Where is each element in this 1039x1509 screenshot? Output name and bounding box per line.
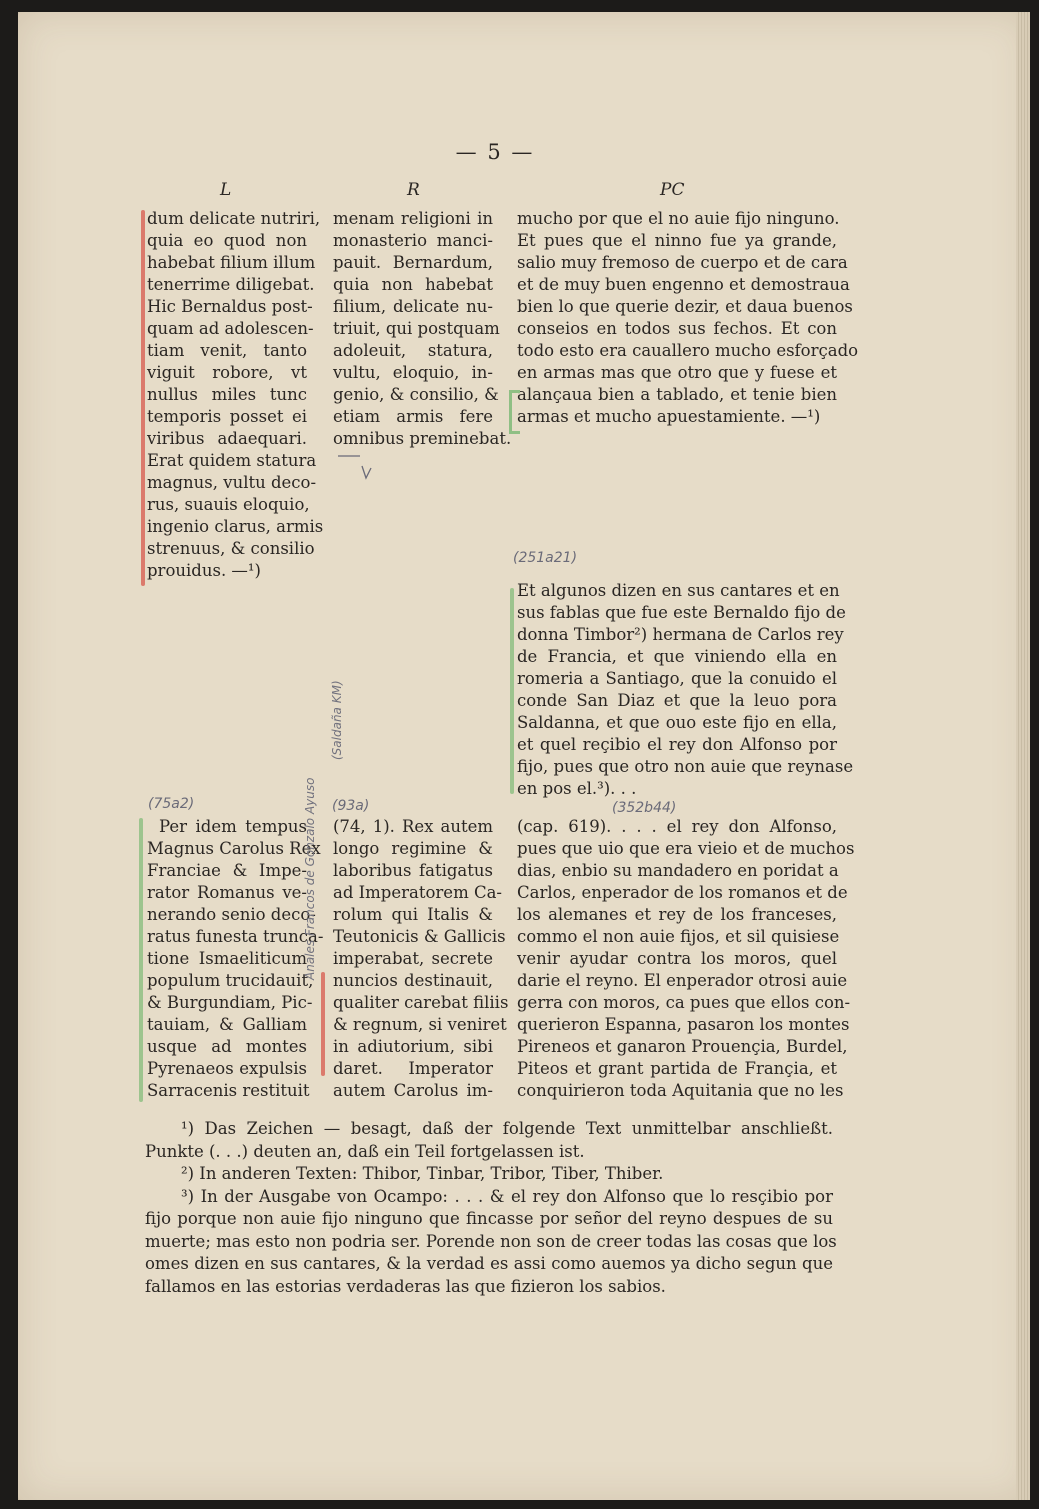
footnotes <box>145 1118 837 1298</box>
text-line: menam religioni in <box>333 209 493 228</box>
text-line: triuit, qui postquam <box>333 319 500 338</box>
column-PC-block1 <box>517 208 859 428</box>
text-line: gerra con moros, ca pues que ellos con- <box>517 993 851 1012</box>
column-L-block1 <box>147 208 324 582</box>
text-line: prouidus. —¹) <box>147 561 261 580</box>
text-line: adoleuit, statura, <box>333 341 493 360</box>
text-line: dum delicate nutriri, <box>147 209 321 228</box>
text-line: rator Romanus ve- <box>147 883 307 902</box>
text-line: todo esto era cauallero mucho esforçado <box>517 341 859 360</box>
text-line: Franciae & Impe- <box>147 861 307 880</box>
text-line: en armas mas que otro que y fuese et <box>517 363 837 382</box>
footnote-line: fijo porque non auie fijo ninguno que fincasse por señor del reyno despues de su <box>145 1209 833 1228</box>
text-line: Teutonicis & Gallicis <box>333 927 506 946</box>
text-line: & Burgundiam, Pic- <box>147 993 313 1012</box>
text-line: ratus funesta trunca- <box>147 927 324 946</box>
red-marker-line <box>321 972 325 1076</box>
text-line: armas et mucho apuestamiente. —¹) <box>517 407 821 426</box>
text-line: (74, 1). Rex autem <box>333 817 493 836</box>
siglum-PC: PC <box>660 180 685 200</box>
red-marker-line <box>141 210 145 586</box>
text-line: sus fablas que fue este Bernaldo fijo de <box>517 603 846 622</box>
text-line: vultu, eloquio, in- <box>333 363 493 382</box>
footnote-line: ²) In anderen Texten: Thibor, Tinbar, Tribor, Tiber, Thiber. <box>181 1164 664 1183</box>
text-line: venir ayudar contra los moros, quel <box>517 949 837 968</box>
text-line: quia eo quod non <box>147 231 307 250</box>
text-line: temporis posset ei <box>147 407 307 426</box>
text-line: nullus miles tunc <box>147 385 307 404</box>
text-line: ad Imperatorem Ca- <box>333 883 503 902</box>
footnote-line: fallamos en las estorias verdaderas las que fizieron los sabios. <box>145 1276 666 1296</box>
text-line: populum trucidauit, <box>147 971 314 990</box>
text-line: omnibus preminebat. <box>333 429 512 448</box>
text-line: autem Carolus im- <box>333 1081 493 1100</box>
text-line: viribus adaequari. <box>147 429 307 448</box>
text-line: tenerrime diligebat. <box>147 275 315 294</box>
text-line: tauiam, & Galliam <box>147 1015 307 1034</box>
text-line: querieron Espanna, pasaron los montes <box>517 1015 850 1034</box>
green-marker-line <box>139 818 143 1102</box>
text-line: nuncios destinauit, <box>333 971 493 990</box>
text-line: Pyrenaeos expulsis <box>147 1059 307 1078</box>
footnote-line: muerte; mas esto non podria ser. Porende non son de creer todas las cosas que los <box>145 1231 837 1251</box>
text-line: strenuus, & consilio <box>147 539 315 558</box>
text-line: pauit. Bernardum, <box>333 253 493 272</box>
footnote-line: ¹) Das Zeichen — besagt, daß der folgende Text unmittelbar anschließt. <box>181 1119 833 1138</box>
text-line: Et algunos dizen en sus cantares et en <box>517 581 840 600</box>
text-line: pues que uio que era vieio et de muchos <box>517 839 855 858</box>
text-line: Carlos, enperador de los romanos et de <box>517 883 848 902</box>
footnote-line: Punkte (. . .) deuten an, daß ein Teil fortgelassen ist. <box>145 1141 585 1161</box>
pencil-vertical-note: (Saldaña KM) <box>330 680 344 760</box>
text-line: tione Ismaeliticum <box>147 949 307 968</box>
text-line: tiam venit, tanto <box>147 341 307 360</box>
text-line: Erat quidem statura <box>147 451 317 470</box>
text-line: habebat filium illum <box>147 253 316 272</box>
text-line: quam ad adolescen- <box>147 319 314 338</box>
text-line: et quel reçibio el rey don Alfonso por <box>517 735 837 754</box>
column-R-block1 <box>333 208 512 450</box>
column-PC-block2 <box>517 580 854 800</box>
text-line: commo el non auie fijos, et sil quisiese <box>517 927 840 946</box>
text-line: & regnum, si veniret <box>333 1015 507 1034</box>
pencil-note: (93a) <box>332 798 370 814</box>
text-line: viguit robore, vt <box>147 363 307 382</box>
text-line: longo regimine & <box>333 839 493 858</box>
text-line: ingenio clarus, armis <box>147 517 324 536</box>
footnote-line: omes dizen en sus cantares, & la verdad es assi como auemos ya dicho segun que <box>145 1254 833 1273</box>
text-line: donna Timbor²) hermana de Carlos rey <box>517 625 844 644</box>
text-line: de Francia, et que viniendo ella en <box>517 647 837 666</box>
text-line: los alemanes et rey de los franceses, <box>517 905 837 924</box>
column-PC-block3 <box>517 816 855 1102</box>
text-line: daret. Imperator <box>333 1059 493 1078</box>
text-line: salio muy fremoso de cuerpo et de cara <box>517 253 848 272</box>
pencil-note: (251a21) <box>513 550 578 566</box>
siglum-L: L <box>220 180 232 200</box>
green-marker-line <box>510 588 514 794</box>
text-line: conquirieron toda Aquitania que no les <box>517 1081 844 1100</box>
footnote-line: ³) In der Ausgabe von Ocampo: . . . & el rey don Alfonso que lo resçibio por <box>181 1186 833 1206</box>
text-line: darie el reyno. El enperador otrosi auie <box>517 971 848 990</box>
text-line: Pireneos et ganaron Prouençia, Burdel, <box>517 1037 848 1056</box>
column-R-block3 <box>333 816 509 1102</box>
text-line: Hic Bernaldus post- <box>147 297 313 316</box>
pencil-vertical-note: Anales Francos de Gonzalo Ayuso <box>303 777 317 980</box>
text-line: Piteos et grant partida de Françia, et <box>517 1059 837 1078</box>
text-line: Et pues que el ninno fue ya grande, <box>517 231 837 250</box>
text-line: imperabat, secrete <box>333 949 493 968</box>
text-line: quia non habebat <box>333 275 493 294</box>
pencil-note: (75a2) <box>148 796 195 812</box>
green-bracket <box>509 390 520 434</box>
text-line: usque ad montes <box>147 1037 307 1056</box>
text-line: laboribus fatigatus <box>333 861 493 880</box>
text-line: qualiter carebat filiis <box>333 993 509 1012</box>
pencil-arrow-icon <box>336 452 376 482</box>
siglum-R: R <box>407 180 420 200</box>
text-line: magnus, vultu deco- <box>147 473 317 492</box>
text-line: in adiutorium, sibi <box>333 1037 493 1056</box>
text-line: romeria a Santiago, que la conuido el <box>517 669 837 688</box>
text-line: et de muy buen engenno et demostraua <box>517 275 850 294</box>
pencil-note: (352b44) <box>612 800 677 816</box>
text-line: conde San Diaz et que la leuo pora <box>517 691 837 710</box>
text-line: (cap. 619). . . . el rey don Alfonso, <box>517 817 837 836</box>
text-line: nerando senio deco- <box>147 905 316 924</box>
text-line: mucho por que el no auie fijo ninguno. <box>517 209 840 228</box>
text-line: rolum qui Italis & <box>333 905 493 924</box>
text-line: bien lo que querie dezir, et daua buenos <box>517 297 853 316</box>
text-line: genio, & consilio, & <box>333 385 499 404</box>
text-line: Per idem tempus <box>159 817 307 836</box>
text-line: fijo, pues que otro non auie que reynase <box>517 757 854 776</box>
text-line: Saldanna, et que ouo este fijo en ella, <box>517 713 837 732</box>
text-line: en pos el.³). . . <box>517 779 637 798</box>
text-line: filium, delicate nu- <box>333 297 493 316</box>
text-line: monasterio manci- <box>333 231 493 250</box>
text-line: etiam armis fere <box>333 407 493 426</box>
page-edges <box>1016 12 1030 1500</box>
text-line: Magnus Carolus Rex <box>147 839 321 858</box>
text-line: dias, enbio su mandadero en poridat a <box>517 861 839 880</box>
text-line: conseios en todos sus fechos. Et con <box>517 319 837 338</box>
text-line: alançaua bien a tablado, et tenie bien <box>517 385 837 404</box>
page-number: — 5 — <box>455 140 535 164</box>
text-line: rus, suauis eloquio, <box>147 495 310 514</box>
text-line: Sarracenis restituit <box>147 1081 310 1100</box>
